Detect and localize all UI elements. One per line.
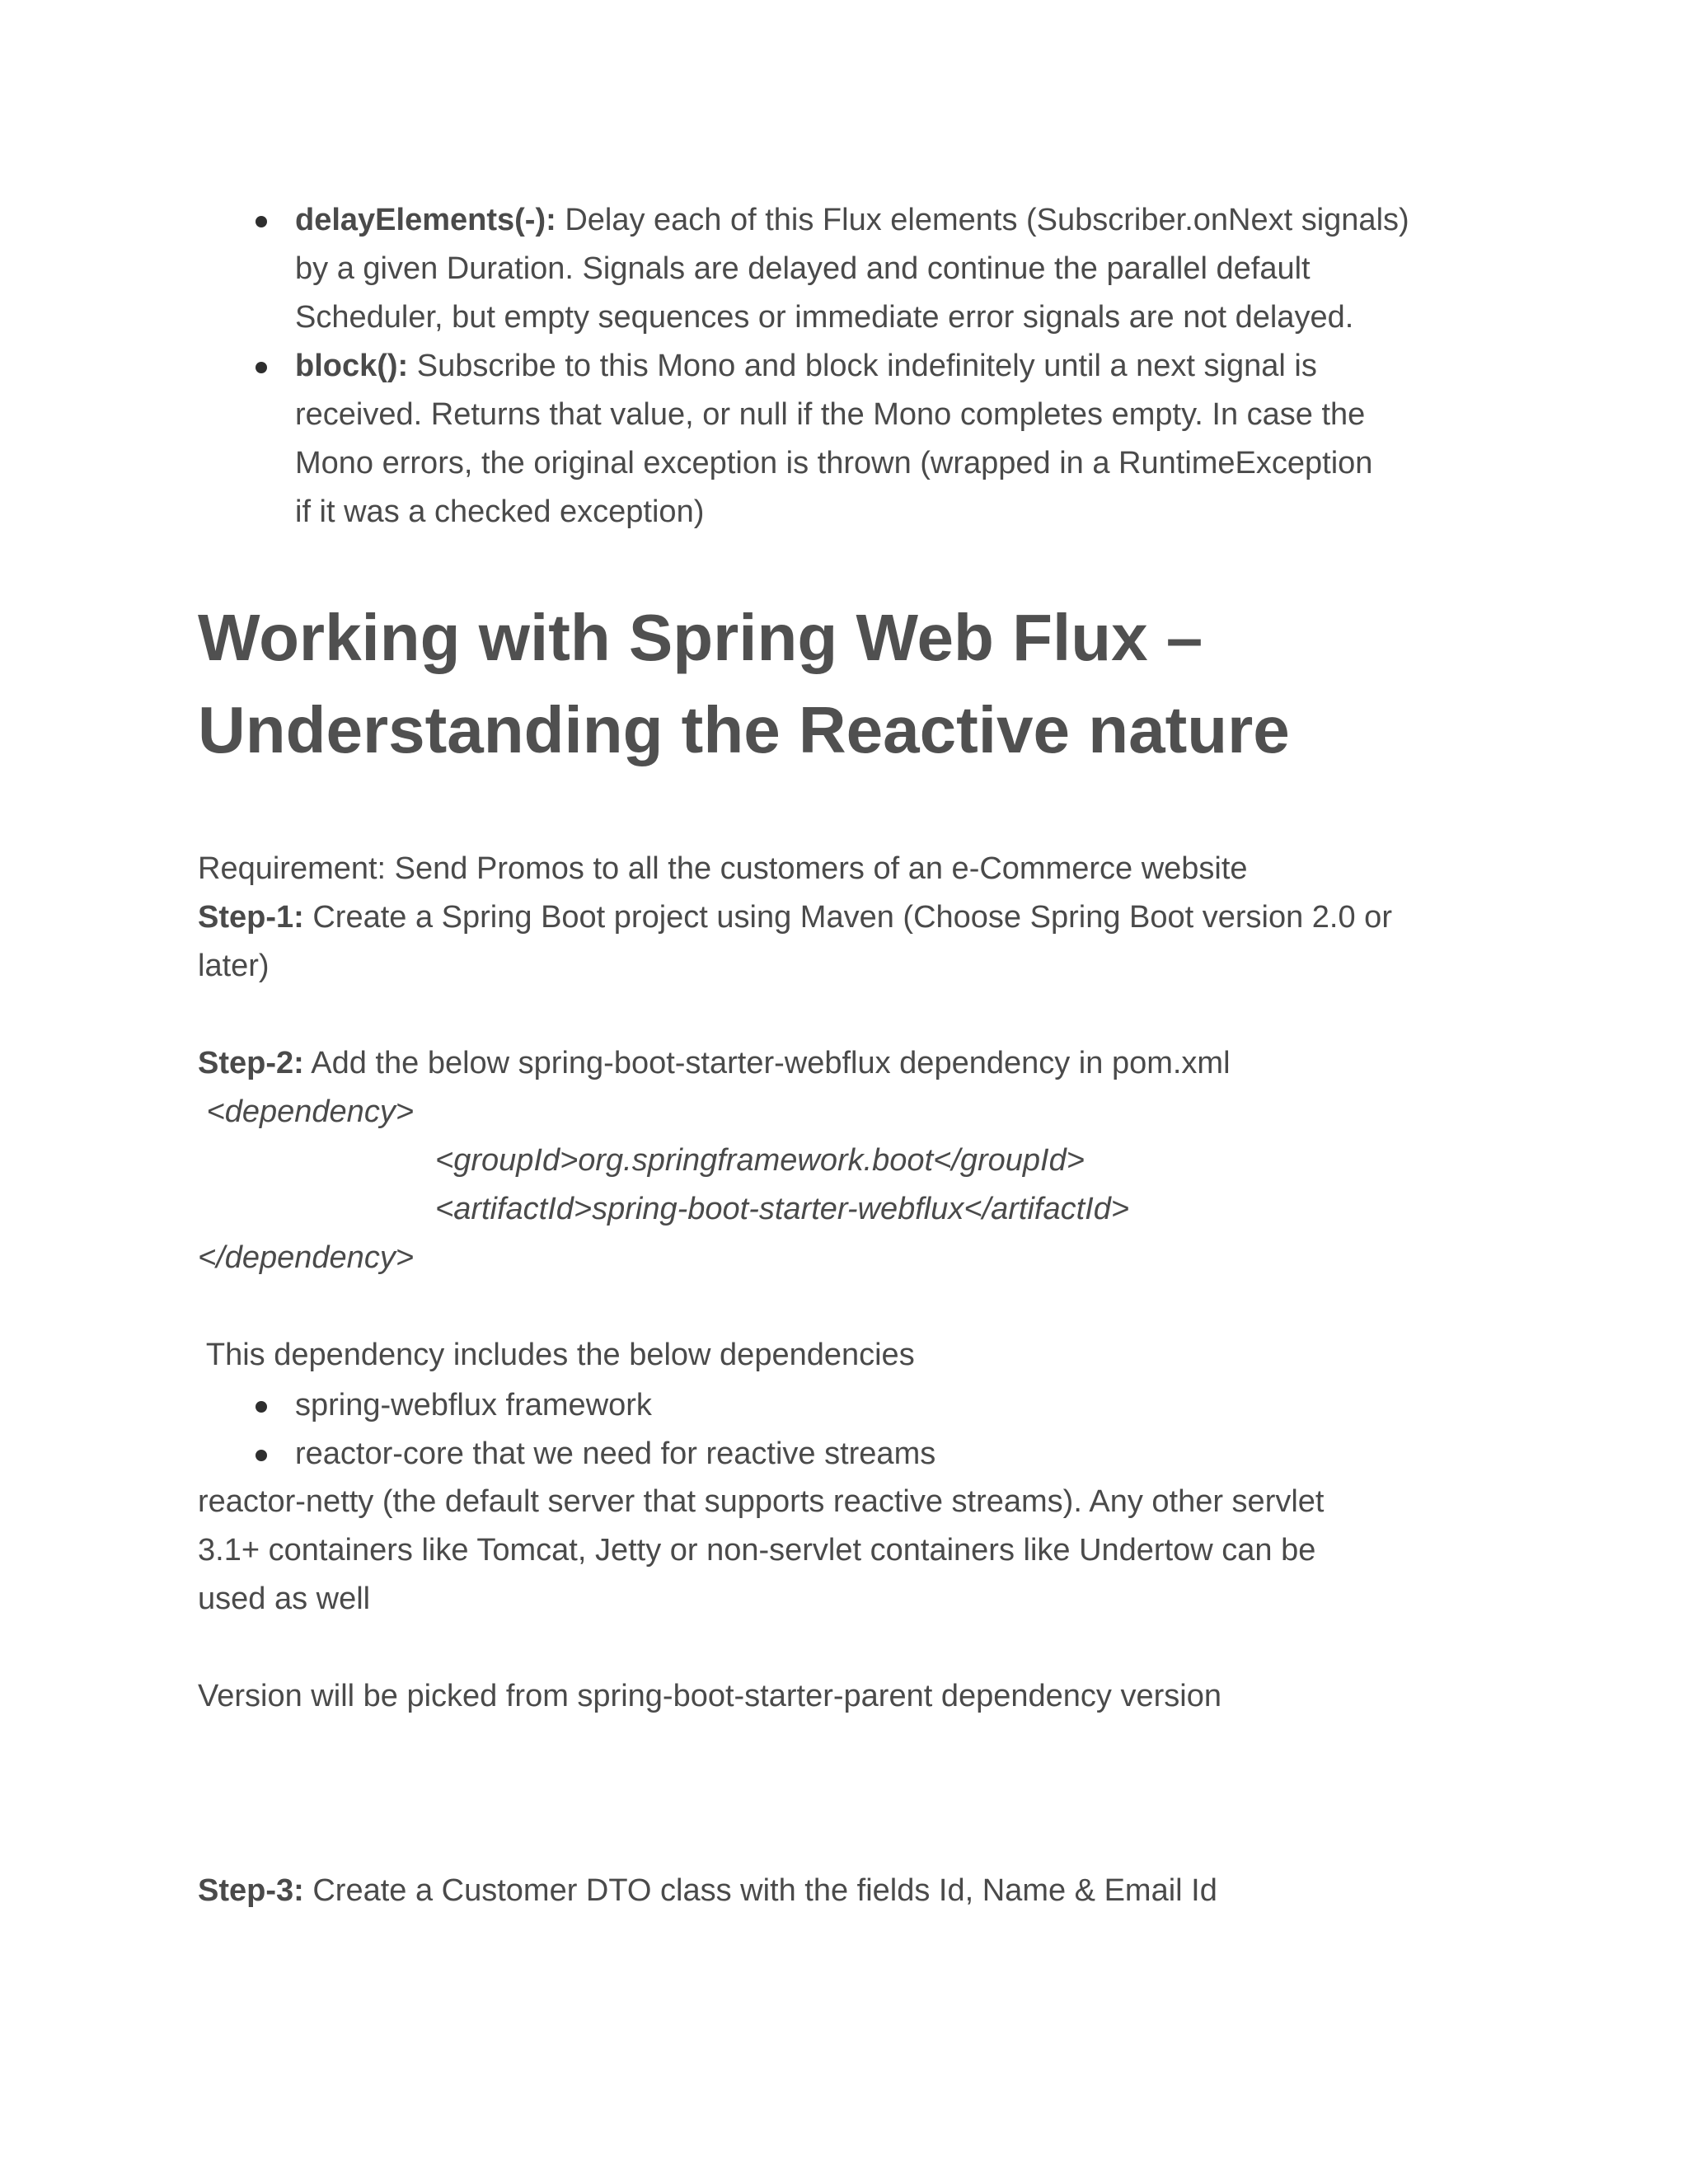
step-text: Add the below spring-boot-starter-webflux dependency in pom.xml [311,1046,1231,1080]
bullet-text: if it was a checked exception) [295,494,705,529]
step-label: Step-1: [198,900,304,935]
version-note-block [198,1672,1484,1721]
bullet-term: block(): [295,349,409,383]
includes-intro-block [198,1331,1484,1380]
step-text: Create a Spring Boot project using Maven (Choose Spring Boot version 2.0 or [312,900,1392,935]
paragraph-line: 3.1+ containers like Tomcat, Jetty or non-servlet containers like Undertow can be [198,1533,1316,1568]
netty-paragraph [198,1478,1484,1624]
step3-block [198,1867,1484,1915]
dependency-item: reactor-core that we need for reactive streams [295,1430,1490,1479]
paragraph-line: used as well [198,1582,371,1616]
code-line-open: <dependency> [198,1094,415,1129]
code-line-artifact: <artifactId>spring-boot-starter-webflux</artifactId> [435,1192,1130,1226]
bullet-text: Delay each of this Flux elements (Subscriber.onNext signals) [565,203,1409,237]
version-note: Version will be picked from spring-boot-starter-parent dependency version [198,1679,1221,1713]
includes-intro: This dependency includes the below dependencies [198,1338,915,1372]
paragraph-line: reactor-netty (the default server that supports reactive streams). Any other servlet [198,1484,1325,1519]
dependency-item: spring-webflux framework [295,1381,1490,1430]
code-line-close: </dependency> [198,1240,415,1275]
bullet-text: received. Returns that value, or null if the Mono completes empty. In case the [295,397,1366,432]
dependency-bullet-list [295,1381,1490,1479]
step-label: Step-2: [198,1046,304,1080]
requirement-text: Requirement: Send Promos to all the customers of an e-Commerce website [198,851,1248,886]
bullet-text: by a given Duration. Signals are delayed and continue the parallel default [295,251,1311,286]
step2-block [198,1039,1484,1282]
bullet-text: Mono errors, the original exception is thrown (wrapped in a RuntimeException [295,446,1373,480]
step-label: Step-3: [198,1873,304,1908]
operator-bullet-list [295,196,1490,537]
bullet-text: Subscribe to this Mono and block indefinitely until a next signal is [416,349,1317,383]
bullet-text: Scheduler, but empty sequences or immediate error signals are not delayed. [295,300,1354,335]
section-heading: Working with Spring Web Flux – Understanding the Reactive nature [198,601,1290,766]
bullet-term: delayElements(-): [295,203,556,237]
step-text: later) [198,949,270,983]
bullet-delay-elements [295,196,1490,342]
code-line-group: <groupId>org.springframework.boot</groupId> [435,1143,1085,1178]
requirement-block [198,845,1484,991]
bullet-block [295,342,1490,537]
step-text: Create a Customer DTO class with the fields Id, Name & Email Id [312,1873,1217,1908]
